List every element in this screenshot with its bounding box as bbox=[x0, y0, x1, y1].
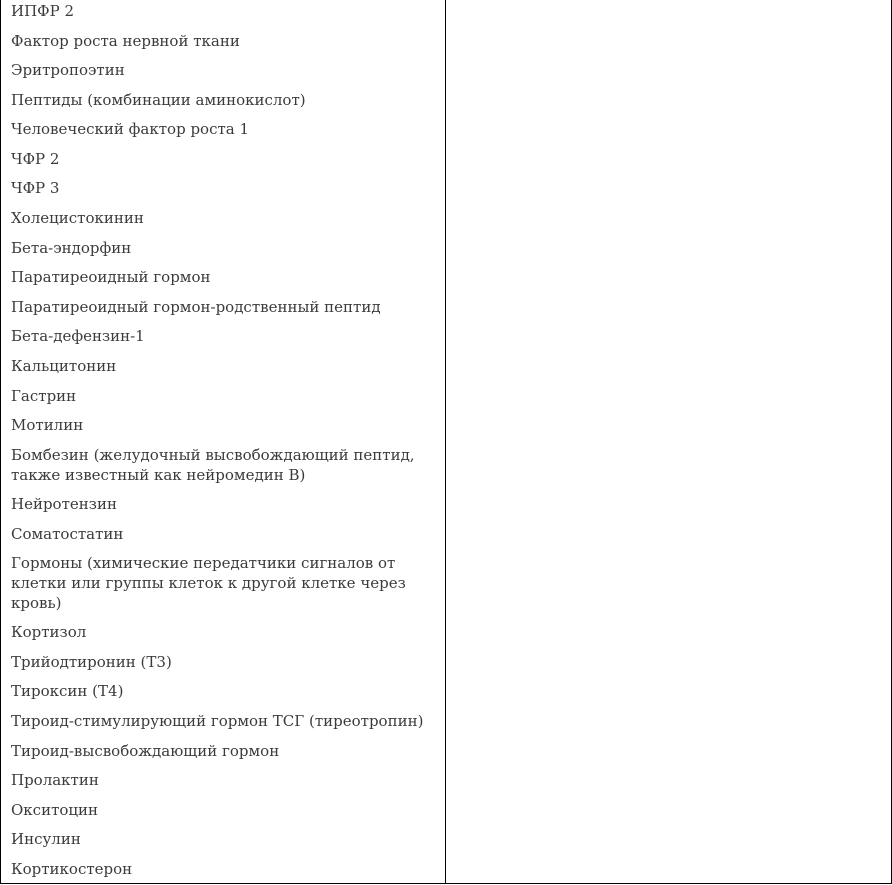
table-row: Тироид-стимулирующий гормон ТСГ (тиреотропин) bbox=[11, 712, 424, 730]
table-row: Пролактин bbox=[11, 771, 99, 789]
table-row: Кортикостерон bbox=[11, 860, 133, 878]
table-row: Мотилин bbox=[11, 416, 84, 434]
table-row: Нейротензин bbox=[11, 495, 117, 513]
table-row: Кальцитонин bbox=[11, 357, 117, 375]
table-row: Кортизол bbox=[11, 623, 87, 641]
table-row: Тироид-высвобождающий гормон bbox=[11, 742, 280, 760]
table-row: Паратиреоидный гормон bbox=[11, 268, 211, 286]
table-row: Инсулин bbox=[11, 830, 81, 848]
table-row: Окситоцин bbox=[11, 801, 99, 819]
table-row: Пептиды (комбинации аминокислот) bbox=[11, 91, 306, 109]
table-row: Бомбезин (желудочный высвобождающий пептид, также известный как нейромедин В) bbox=[11, 446, 415, 484]
table-row: Эритропоэтин bbox=[11, 61, 125, 79]
column-divider bbox=[445, 0, 446, 884]
table-row: Тироксин (Т4) bbox=[11, 682, 124, 700]
table-row: Человеческий фактор роста 1 bbox=[11, 120, 250, 138]
table-row: Бета-дефензин-1 bbox=[11, 327, 145, 345]
table-row: Бета-эндорфин bbox=[11, 239, 132, 257]
table-row: ИПФР 2 bbox=[11, 2, 75, 20]
table-row: Гастрин bbox=[11, 387, 77, 405]
table-row: Фактор роста нервной ткани bbox=[11, 32, 240, 50]
table-row: Паратиреоидный гормон-родственный пептид bbox=[11, 298, 381, 316]
table-row: Соматостатин bbox=[11, 525, 124, 543]
table-row: Трийодтиронин (Т3) bbox=[11, 653, 172, 671]
table-row: Гормоны (химические передатчики сигналов от клетки или группы клеток к другой клетке через кровь) bbox=[11, 554, 406, 612]
table-row: ЧФР 2 bbox=[11, 150, 60, 168]
table-row: Холецистокинин bbox=[11, 209, 144, 227]
table-row: ЧФР 3 bbox=[11, 179, 60, 197]
